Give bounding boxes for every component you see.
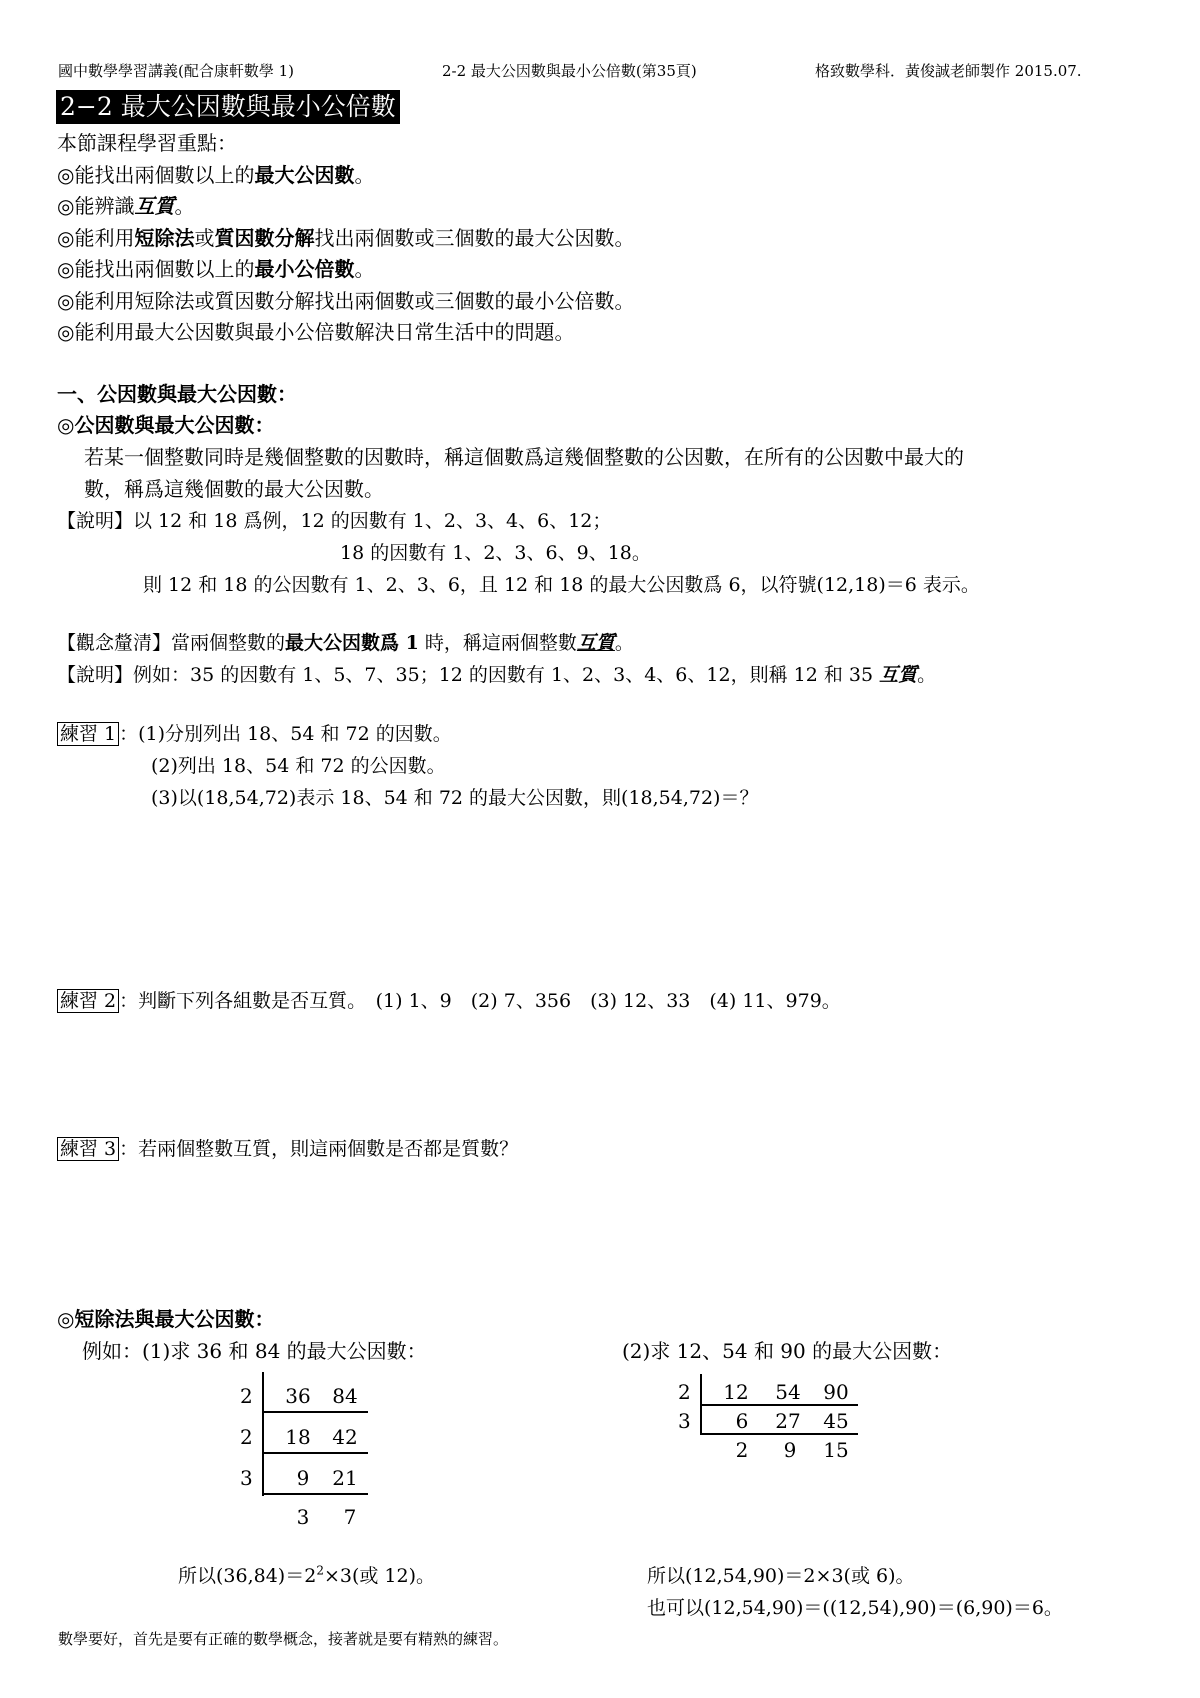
section-title: 2−2 最大公因數與最小公倍數 xyxy=(56,90,400,124)
quotient: 7 xyxy=(343,1505,357,1529)
divisor: 2 xyxy=(678,1380,691,1404)
practice-3-label: 練習 3 xyxy=(57,1137,119,1161)
concept-explanation: 【說明】例如：35 的因數有 1、5、7、35；12 的因數有 1、2、3、4、6、12，則稱 12 和 35 互質。 xyxy=(57,664,937,686)
quotient: 9 xyxy=(296,1466,310,1490)
explanation-line-3: 則 12 和 18 的公因數有 1、2、3、6，且 12 和 18 的最大公因數爲 6，以符號(12,18)＝6 表示。 xyxy=(143,574,980,596)
divisor: 2 xyxy=(240,1384,253,1408)
example-2-label: (2)求 12、54 和 90 的最大公因數： xyxy=(622,1339,953,1363)
definition-line-1: 若某一個整數同時是幾個整數的因數時，稱這個數爲這幾個整數的公因數，在所有的公因數中最大的 xyxy=(84,445,964,469)
example-1-label: 例如：(1)求 36 和 84 的最大公因數： xyxy=(82,1339,427,1363)
concept-clarification: 【觀念釐清】當兩個整數的最大公因數爲 1 時，稱這兩個整數互質。 xyxy=(57,632,634,654)
definition-line-2: 數，稱爲這幾個數的最大公因數。 xyxy=(84,477,384,501)
footer-note: 數學要好，首先是要有正確的數學概念，接著就是要有精熟的練習。 xyxy=(58,1630,509,1648)
goal-item-5: ◎能利用短除法或質因數分解找出兩個數或三個數的最小公倍數。 xyxy=(57,289,635,313)
goal-item-6: ◎能利用最大公因數與最小公倍數解決日常生活中的問題。 xyxy=(57,320,575,344)
practice-1-q3: (3)以(18,54,72)表示 18、54 和 72 的最大公因數，則(18,54,72)＝？ xyxy=(151,787,759,809)
quotient: 45 xyxy=(823,1409,849,1433)
result-2b: 也可以(12,54,90)＝((12,54),90)＝(6,90)＝6。 xyxy=(647,1597,1063,1619)
quotient: 36 xyxy=(285,1384,311,1408)
explanation-line-2: 18 的因數有 1、2、3、6、9、18。 xyxy=(340,542,651,564)
quotient: 3 xyxy=(296,1505,310,1529)
divisor: 2 xyxy=(240,1425,253,1449)
result-1: 所以$(36,84)=2^2\times 3$(或 12)。 xyxy=(178,1563,436,1587)
practice-1-q2: (2)列出 18、54 和 72 的公因數。 xyxy=(151,755,446,777)
quotient: 84 xyxy=(332,1384,358,1408)
explanation-line-1: 【說明】以 12 和 18 爲例，12 的因數有 1、2、3、4、6、12； xyxy=(57,510,612,532)
quotient: 54 xyxy=(775,1380,801,1404)
header-right: 格致數學科．黃俊誠老師製作 2015.07. xyxy=(815,62,1082,80)
goal-item-1: ◎能找出兩個數以上的最大公因數。 xyxy=(57,163,375,187)
goal-item-3: ◎能利用短除法或質因數分解找出兩個數或三個數的最大公因數。 xyxy=(57,226,635,250)
section1-subheading: ◎公因數與最大公因數： xyxy=(57,413,275,437)
practice-2: 練習 2 ：判斷下列各組數是否互質。 (1) 1、9 (2) 7、356 (3) 12、33 (4) 11、979。 xyxy=(57,986,841,1013)
quotient: 42 xyxy=(332,1425,358,1449)
quotient: 6 xyxy=(735,1409,749,1433)
section2-heading: ◎短除法與最大公因數： xyxy=(57,1307,275,1331)
quotient: 2 xyxy=(735,1438,749,1462)
section1-heading: 一、公因數與最大公因數： xyxy=(57,382,297,406)
quotient: 15 xyxy=(823,1438,849,1462)
quotient: 12 xyxy=(723,1380,749,1404)
goal-item-4: ◎能找出兩個數以上的最小公倍數。 xyxy=(57,257,375,281)
header-center: 2-2 最大公因數與最小公倍數(第35頁) xyxy=(442,62,697,80)
goals-heading: 本節課程學習重點： xyxy=(57,131,237,155)
quotient: 18 xyxy=(285,1425,311,1449)
practice-1: 練習 1 ：(1)分別列出 18、54 和 72 的因數。 xyxy=(57,719,452,746)
quotient: 21 xyxy=(332,1466,358,1490)
result-2: 所以(12,54,90)＝2×3(或 6)。 xyxy=(647,1565,915,1587)
quotient: 9 xyxy=(783,1438,797,1462)
practice-1-label: 練習 1 xyxy=(57,722,119,746)
divisor: 3 xyxy=(240,1466,253,1490)
quotient: 27 xyxy=(775,1409,801,1433)
goal-item-2: ◎能辨識互質。 xyxy=(57,194,195,218)
practice-3: 練習 3 ：若兩個整數互質，則這兩個數是否都是質數？ xyxy=(57,1134,518,1161)
header-left: 國中數學學習講義(配合康軒數學 1) xyxy=(58,62,295,80)
quotient: 90 xyxy=(823,1380,849,1404)
divisor: 3 xyxy=(678,1409,691,1433)
practice-2-label: 練習 2 xyxy=(57,989,119,1013)
